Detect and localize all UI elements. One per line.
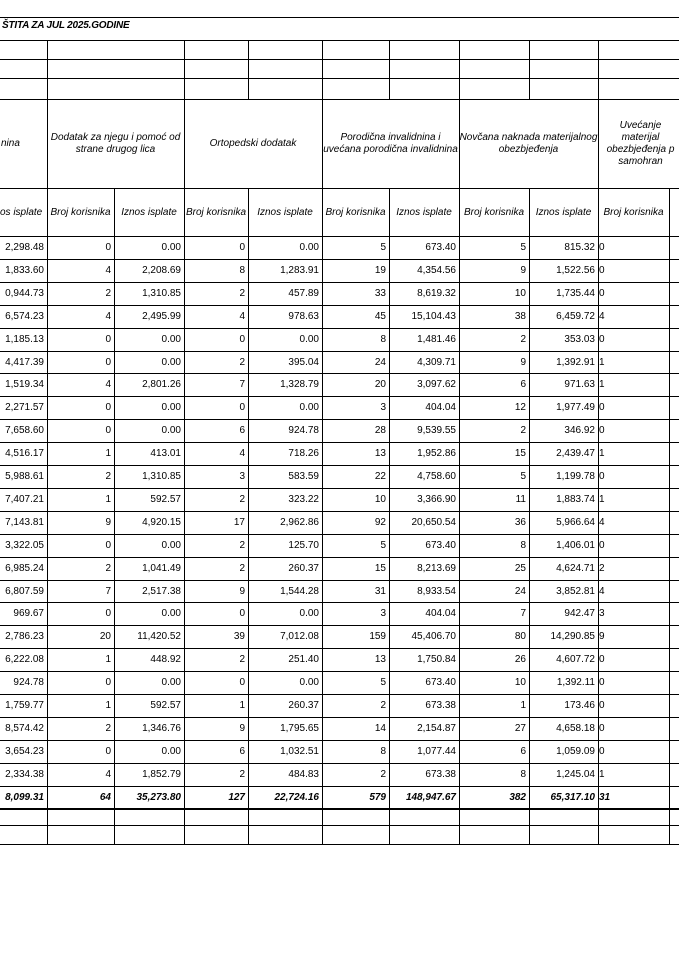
table-cell: 815.32	[564, 242, 595, 253]
table-cell: 6	[239, 745, 245, 757]
table-cell: 353.03	[564, 333, 595, 345]
table-cell: 2	[239, 356, 245, 368]
table-cell: 1,852.79	[142, 768, 181, 780]
table-cell: 14	[374, 722, 386, 734]
table-cell: 0.00	[161, 242, 181, 253]
table-cell: 36	[514, 516, 526, 528]
table-cell: 4,758.60	[417, 471, 456, 482]
grid-line	[669, 188, 670, 844]
table-cell: 19	[374, 264, 386, 276]
table-cell: 0	[599, 242, 605, 253]
table-cell: 2	[105, 287, 111, 299]
table-cell: 971.63	[564, 379, 595, 391]
table-cell: 1	[105, 448, 111, 460]
table-cell: 7,143.81	[5, 516, 44, 528]
table-cell: 673.40	[425, 539, 456, 551]
table-cell: 4,417.39	[5, 356, 44, 368]
table-cell: 7,407.21	[5, 493, 44, 505]
table-cell: 4	[599, 310, 605, 322]
grid-line	[0, 78, 679, 79]
table-cell: 38	[514, 310, 526, 322]
table-cell: 1,795.65	[280, 722, 319, 734]
table-cell: 0	[599, 677, 605, 689]
table-cell: 404.04	[425, 402, 456, 414]
table-cell: 978.63	[288, 310, 319, 322]
table-cell: 583.59	[288, 471, 319, 482]
group-header: nina	[1, 137, 20, 149]
table-cell: 6	[520, 379, 526, 391]
table-cell: 1,245.04	[556, 768, 595, 780]
table-cell: 10	[514, 287, 526, 299]
table-cell: 8,933.54	[417, 585, 456, 597]
total-cell: 64	[99, 791, 111, 803]
table-cell: 0	[599, 425, 605, 437]
table-cell: 5	[520, 242, 526, 253]
table-cell: 1,041.49	[142, 562, 181, 574]
table-cell: 2,517.38	[142, 585, 181, 597]
table-cell: 5,988.61	[5, 471, 44, 482]
table-cell: 484.83	[288, 768, 319, 780]
column-header: os isplate	[0, 206, 43, 218]
table-cell: 0	[599, 264, 605, 276]
table-cell: 3,366.90	[417, 493, 456, 505]
table-cell: 673.40	[425, 677, 456, 689]
table-cell: 20	[99, 631, 111, 643]
table-cell: 0,944.73	[5, 287, 44, 299]
table-cell: 159	[369, 631, 386, 643]
table-cell: 4,920.15	[142, 516, 181, 528]
table-cell: 592.57	[150, 700, 181, 711]
table-cell: 3	[380, 402, 386, 414]
table-cell: 13	[374, 654, 386, 666]
table-cell: 6	[239, 425, 245, 437]
table-cell: 0.00	[299, 242, 319, 253]
table-cell: 942.47	[564, 608, 595, 620]
table-cell: 0	[599, 700, 605, 711]
table-cell: 27	[514, 722, 526, 734]
table-cell: 14,290.85	[550, 631, 595, 643]
table-cell: 6,574.23	[5, 310, 44, 322]
table-cell: 22	[374, 471, 386, 482]
grid-line	[0, 844, 679, 845]
table-cell: 0.00	[299, 333, 319, 345]
table-cell: 6,222.08	[5, 654, 44, 666]
table-cell: 6,459.72	[556, 310, 595, 322]
table-cell: 10	[514, 677, 526, 689]
table-cell: 5	[380, 242, 386, 253]
table-cell: 2	[380, 700, 386, 711]
table-cell: 0.00	[161, 402, 181, 414]
table-cell: 1,952.86	[417, 448, 456, 460]
table-cell: 0	[105, 425, 111, 437]
column-header: Broj korisnika	[603, 206, 664, 218]
table-cell: 20	[374, 379, 386, 391]
table-cell: 251.40	[288, 654, 319, 666]
table-cell: 5	[380, 677, 386, 689]
table-cell: 39	[233, 631, 245, 643]
table-cell: 1,077.44	[417, 745, 456, 757]
table-cell: 0.00	[161, 677, 181, 689]
table-cell: 80	[514, 631, 526, 643]
table-cell: 9	[520, 264, 526, 276]
table-cell: 1	[105, 700, 111, 711]
table-cell: 3,322.05	[5, 539, 44, 551]
table-cell: 0.00	[299, 402, 319, 414]
table-cell: 4,658.18	[556, 722, 595, 734]
column-header: Iznos isplate	[396, 206, 452, 218]
table-cell: 1,032.51	[280, 745, 319, 757]
column-header: Broj korisnika	[50, 206, 111, 218]
table-cell: 2,439.47	[556, 448, 595, 460]
table-cell: 5	[520, 471, 526, 482]
table-cell: 31	[374, 585, 386, 597]
table-cell: 1,310.85	[142, 287, 181, 299]
table-cell: 4	[599, 585, 605, 597]
table-cell: 1,833.60	[5, 264, 44, 276]
table-cell: 0	[239, 242, 245, 253]
table-cell: 1,977.49	[556, 402, 595, 414]
table-cell: 0	[105, 608, 111, 620]
table-cell: 1,481.46	[417, 333, 456, 345]
table-cell: 1	[599, 379, 605, 391]
table-cell: 413.01	[150, 448, 181, 460]
grid-line	[47, 40, 48, 99]
table-cell: 8,574.42	[5, 722, 44, 734]
table-cell: 8	[520, 539, 526, 551]
table-cell: 11,420.52	[137, 631, 181, 643]
table-cell: 8,213.69	[417, 562, 456, 574]
table-cell: 1,283.91	[280, 264, 319, 276]
table-cell: 9	[239, 585, 245, 597]
table-cell: 0	[105, 242, 111, 253]
table-cell: 7,658.60	[5, 425, 44, 437]
table-cell: 2	[380, 768, 386, 780]
table-cell: 173.46	[564, 700, 595, 711]
total-cell: 382	[509, 791, 526, 803]
table-cell: 24	[514, 585, 526, 597]
table-cell: 8	[380, 333, 386, 345]
table-cell: 2	[520, 425, 526, 437]
table-cell: 7	[239, 379, 245, 391]
table-cell: 7	[520, 608, 526, 620]
column-header: Broj korisnika	[463, 206, 525, 218]
group-header: Uvećanje materijal obezbjeđenja p samohran	[606, 119, 675, 167]
table-cell: 1,392.91	[556, 356, 595, 368]
table-cell: 0	[105, 539, 111, 551]
table-cell: 4,516.17	[5, 448, 44, 460]
table-cell: 1,392.11	[556, 677, 595, 689]
table-cell: 0	[599, 333, 605, 345]
table-cell: 1,519.34	[5, 379, 44, 391]
table-cell: 4	[105, 768, 111, 780]
table-cell: 5	[380, 539, 386, 551]
table-cell: 2,786.23	[5, 631, 44, 643]
group-header: Porodična invalidnina i uvećana porodična invalidnina	[323, 131, 458, 155]
table-cell: 2	[239, 493, 245, 505]
table-cell: 2	[239, 287, 245, 299]
table-cell: 3	[380, 608, 386, 620]
table-cell: 2	[105, 562, 111, 574]
table-cell: 3,852.81	[556, 585, 595, 597]
table-cell: 4,624.71	[556, 562, 595, 574]
table-cell: 323.22	[288, 493, 319, 505]
table-cell: 8	[380, 745, 386, 757]
table-cell: 2,154.87	[417, 722, 456, 734]
table-cell: 45,406.70	[411, 631, 456, 643]
column-header: Broj korisnika	[185, 206, 247, 218]
table-cell: 1	[599, 448, 605, 460]
table-cell: 3	[599, 608, 605, 620]
table-cell: 2	[520, 333, 526, 345]
table-cell: 969.67	[13, 608, 44, 620]
table-cell: 0	[239, 402, 245, 414]
table-cell: 6,985.24	[5, 562, 44, 574]
grid-line	[0, 40, 679, 41]
table-cell: 2,495.99	[142, 310, 181, 322]
group-header: Dodatak za njegu i pomoć od strane drugog lica	[50, 131, 181, 155]
table-cell: 1,750.84	[417, 654, 456, 666]
table-cell: 0.00	[299, 608, 319, 620]
table-cell: 0	[599, 402, 605, 414]
table-cell: 2,298.48	[5, 242, 44, 253]
table-cell: 15	[374, 562, 386, 574]
grid-line	[598, 40, 599, 99]
table-cell: 26	[514, 654, 526, 666]
table-cell: 6,807.59	[5, 585, 44, 597]
table-cell: 0	[239, 333, 245, 345]
table-cell: 12	[514, 402, 526, 414]
table-cell: 4	[105, 379, 111, 391]
table-cell: 4	[239, 310, 245, 322]
table-cell: 2,271.57	[5, 402, 44, 414]
table-cell: 0	[599, 722, 605, 734]
table-cell: 924.78	[288, 425, 319, 437]
total-cell: 127	[228, 791, 245, 803]
table-cell: 1,185.13	[5, 333, 44, 345]
table-cell: 5,966.64	[556, 516, 595, 528]
table-cell: 0.00	[161, 333, 181, 345]
table-cell: 11	[515, 493, 526, 505]
table-cell: 0	[599, 745, 605, 757]
table-cell: 346.92	[564, 425, 595, 437]
table-cell: 13	[374, 448, 386, 460]
table-cell: 260.37	[288, 700, 319, 711]
table-cell: 1,059.09	[556, 745, 595, 757]
table-cell: 2,962.86	[280, 516, 319, 528]
total-cell: 8,099.31	[5, 791, 44, 803]
table-cell: 9,539.55	[417, 425, 456, 437]
column-header: Iznos isplate	[535, 206, 592, 218]
table-cell: 1,735.44	[556, 287, 595, 299]
table-cell: 9	[105, 516, 111, 528]
table-cell: 1,406.01	[556, 539, 595, 551]
grid-line	[184, 40, 185, 99]
table-cell: 4	[105, 310, 111, 322]
column-header: Iznos isplate	[257, 206, 313, 218]
document-title: ŠTITA ZA JUL 2025.GODINE	[2, 20, 130, 31]
table-cell: 125.70	[288, 539, 319, 551]
table-cell: 15,104.43	[411, 310, 456, 322]
table-cell: 673.38	[425, 768, 456, 780]
table-cell: 2	[239, 562, 245, 574]
table-cell: 1,346.76	[142, 722, 181, 734]
table-cell: 673.40	[425, 242, 456, 253]
table-cell: 0	[599, 471, 605, 482]
table-cell: 0	[239, 677, 245, 689]
total-cell: 579	[369, 791, 386, 803]
table-cell: 33	[374, 287, 386, 299]
grid-line	[529, 40, 530, 99]
table-cell: 1,883.74	[556, 493, 595, 505]
table-cell: 924.78	[13, 677, 44, 689]
total-cell: 65,317.10	[550, 791, 595, 803]
table-cell: 1,544.28	[280, 585, 319, 597]
table-cell: 8	[239, 264, 245, 276]
table-cell: 3	[239, 471, 245, 482]
table-cell: 1	[599, 356, 605, 368]
table-cell: 395.04	[288, 356, 319, 368]
table-cell: 2	[239, 539, 245, 551]
table-cell: 8	[520, 768, 526, 780]
table-cell: 1	[520, 700, 526, 711]
group-header: Ortopedski dodatak	[209, 137, 297, 149]
table-cell: 718.26	[288, 448, 319, 460]
table-cell: 3,097.62	[417, 379, 456, 391]
table-cell: 457.89	[288, 287, 319, 299]
table-cell: 2	[105, 471, 111, 482]
table-cell: 8,619.32	[417, 287, 456, 299]
table-cell: 0.00	[161, 425, 181, 437]
table-cell: 1	[239, 700, 245, 711]
table-cell: 24	[374, 356, 386, 368]
table-cell: 0.00	[299, 677, 319, 689]
table-cell: 0	[105, 677, 111, 689]
table-cell: 1,522.56	[556, 264, 595, 276]
table-cell: 0	[105, 356, 111, 368]
table-cell: 592.57	[150, 493, 181, 505]
total-cell: 35,273.80	[136, 791, 181, 803]
table-cell: 1,310.85	[142, 471, 181, 482]
grid-line	[459, 40, 460, 99]
table-cell: 2	[105, 722, 111, 734]
table-cell: 1	[105, 654, 111, 666]
table-cell: 404.04	[425, 608, 456, 620]
table-cell: 0	[105, 402, 111, 414]
table-cell: 28	[374, 425, 386, 437]
table-cell: 1	[599, 768, 605, 780]
table-cell: 6	[520, 745, 526, 757]
table-cell: 1	[105, 493, 111, 505]
table-cell: 673.38	[425, 700, 456, 711]
table-cell: 2,334.38	[5, 768, 44, 780]
table-cell: 9	[520, 356, 526, 368]
table-cell: 1,328.79	[280, 379, 319, 391]
table-cell: 10	[374, 493, 386, 505]
table-cell: 4	[239, 448, 245, 460]
total-cell: 31	[599, 791, 611, 803]
column-header: Broj korisnika	[325, 206, 386, 218]
table-cell: 4,309.71	[417, 356, 456, 368]
table-cell: 9	[239, 722, 245, 734]
table-cell: 448.92	[150, 654, 181, 666]
table-cell: 2	[599, 562, 605, 574]
table-cell: 92	[374, 516, 386, 528]
table-cell: 20,650.54	[411, 516, 456, 528]
grid-line	[0, 59, 679, 60]
table-cell: 25	[514, 562, 526, 574]
table-cell: 0	[239, 608, 245, 620]
table-cell: 260.37	[288, 562, 319, 574]
table-cell: 0.00	[161, 608, 181, 620]
table-cell: 2,801.26	[142, 379, 181, 391]
table-cell: 2	[239, 768, 245, 780]
table-cell: 45	[374, 310, 386, 322]
grid-line	[322, 40, 323, 99]
table-cell: 0.00	[161, 539, 181, 551]
table-cell: 0	[105, 745, 111, 757]
table-cell: 15	[514, 448, 526, 460]
table-cell: 4,607.72	[556, 654, 595, 666]
table-cell: 0	[599, 287, 605, 299]
table-cell: 0	[105, 333, 111, 345]
table-cell: 2	[239, 654, 245, 666]
table-cell: 1	[599, 493, 605, 505]
table-cell: 7	[105, 585, 111, 597]
table-cell: 4,354.56	[417, 264, 456, 276]
table-cell: 4	[599, 516, 605, 528]
grid-line	[248, 40, 249, 99]
table-cell: 4	[105, 264, 111, 276]
table-cell: 0	[599, 654, 605, 666]
grid-line	[0, 17, 679, 18]
table-cell: 1,759.77	[5, 700, 44, 711]
group-header: Novčana naknada materijalnog obezbjeđenja	[459, 131, 598, 155]
table-cell: 3,654.23	[5, 745, 44, 757]
table-cell: 0	[599, 539, 605, 551]
column-header: Iznos isplate	[121, 206, 177, 218]
total-cell: 22,724.16	[274, 791, 319, 803]
table-cell: 9	[599, 631, 605, 643]
table-cell: 0.00	[161, 745, 181, 757]
table-cell: 17	[233, 516, 245, 528]
table-cell: 2,208.69	[142, 264, 181, 276]
total-cell: 148,947.67	[405, 791, 456, 803]
table-cell: 0.00	[161, 356, 181, 368]
table-cell: 1,199.78	[556, 471, 595, 482]
table-cell: 7,012.08	[280, 631, 319, 643]
grid-line	[389, 40, 390, 99]
grid-line	[0, 825, 679, 826]
